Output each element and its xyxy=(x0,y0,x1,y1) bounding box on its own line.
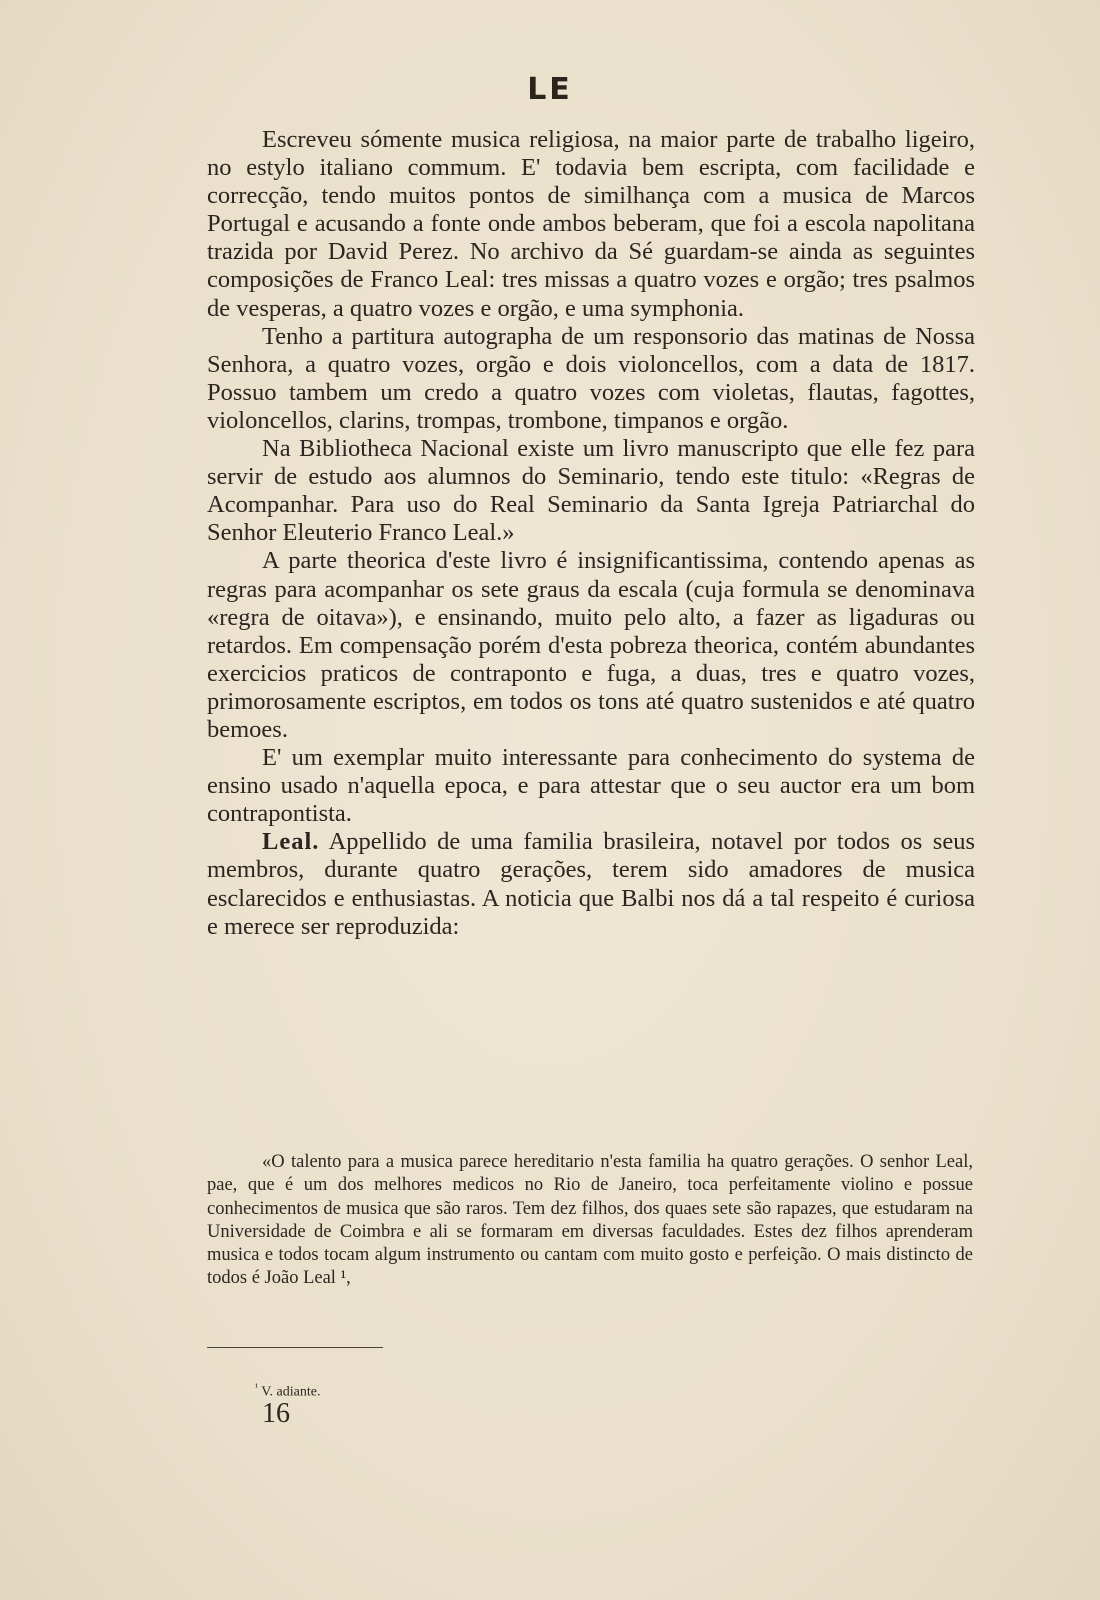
page-number: 16 xyxy=(262,1398,290,1429)
main-text xyxy=(207,126,975,941)
entry-headword: Leal. xyxy=(262,828,320,856)
entry-text: Appellido de uma familia brasileira, notavel por todos os seus membros, durante quatro gerações, terem sido amadores de musica esclarecidos e enthusiastas. A noticia que Balbi nos dá a tal respeito é curiosa e merece ser reproduzida: xyxy=(207,828,975,940)
paragraph-2: Tenho a partitura autographa de um responsorio das matinas de Nossa Senhora, a quatro vozes, orgão e dois violoncellos, com a data de 1817. Possuo tambem um credo a quatro vozes com violetas, flautas, fagottes, violoncellos, clarins, trompas, trombone, timpanos e orgão. xyxy=(207,322,975,434)
footnote-rule xyxy=(207,1347,383,1348)
paragraph-4: A parte theorica d'este livro é insignificantissima, contendo apenas as regras para acompanhar os sete graus da escala (cuja formula se denominava «regra de oitava»), e ensinando, muito pelo alto, a fazer as ligaduras ou retardos. Em compensação porém d'esta pobreza theorica, contém abundantes exercicios praticos de contraponto e fuga, a duas, tres e quatro vozes, primorosamente escriptos, em todos os tons até quatro sustenidos e até quatro bemoes. xyxy=(207,547,975,743)
paragraph-5: E' um exemplar muito interessante para conhecimento do systema de ensino usado n'aquella epoca, e para attestar que o seu auctor era um bom contrapontista. xyxy=(207,744,975,828)
entry-paragraph xyxy=(207,828,975,940)
paragraph-1: Escreveu sómente musica religiosa, na maior parte de trabalho ligeiro, no estylo italiano commum. E' todavia bem escripta, com facilidade e correcção, tendo muitos pontos de similhança com a musica de Marcos Portugal e acusando a fonte onde ambos beberam, que foi a escola napolitana trazida por David Perez. No archivo da Sé guardam-se ainda as seguintes composições de Franco Leal: tres missas a quatro vozes e orgão; tres psalmos de vesperas, a quatro vozes e orgão, e uma symphonia. xyxy=(207,126,975,322)
quoted-footnote: «O talento para a musica parece hereditario n'esta familia ha quatro gerações. O senhor Leal, pae, que é um dos melhores medicos no Rio de Janeiro, toca perfeitamente violino e possue conhecimentos de musica que são raros. Tem dez filhos, dos quaes sete são rapazes, que estudaram na Universidade de Coimbra e ali se formaram em diversas faculdades. Estes dez filhos aprenderam musica e todos tocam algum instrumento ou cantam com muito gosto e perfeição. O mais distincto de todos é João Leal ¹, xyxy=(207,1152,973,1289)
footnote-text: V. adiante. xyxy=(261,1384,321,1400)
running-head: LE xyxy=(527,72,573,107)
footnote-mark: ¹ xyxy=(255,1382,258,1393)
paragraph-3: Na Bibliotheca Nacional existe um livro manuscripto que elle fez para servir de estudo aos alumnos do Seminario, tendo este titulo: «Regras de Acompanhar. Para uso do Real Seminario da Santa Igreja Patriarchal do Senhor Eleuterio Franco Leal.» xyxy=(207,435,975,547)
